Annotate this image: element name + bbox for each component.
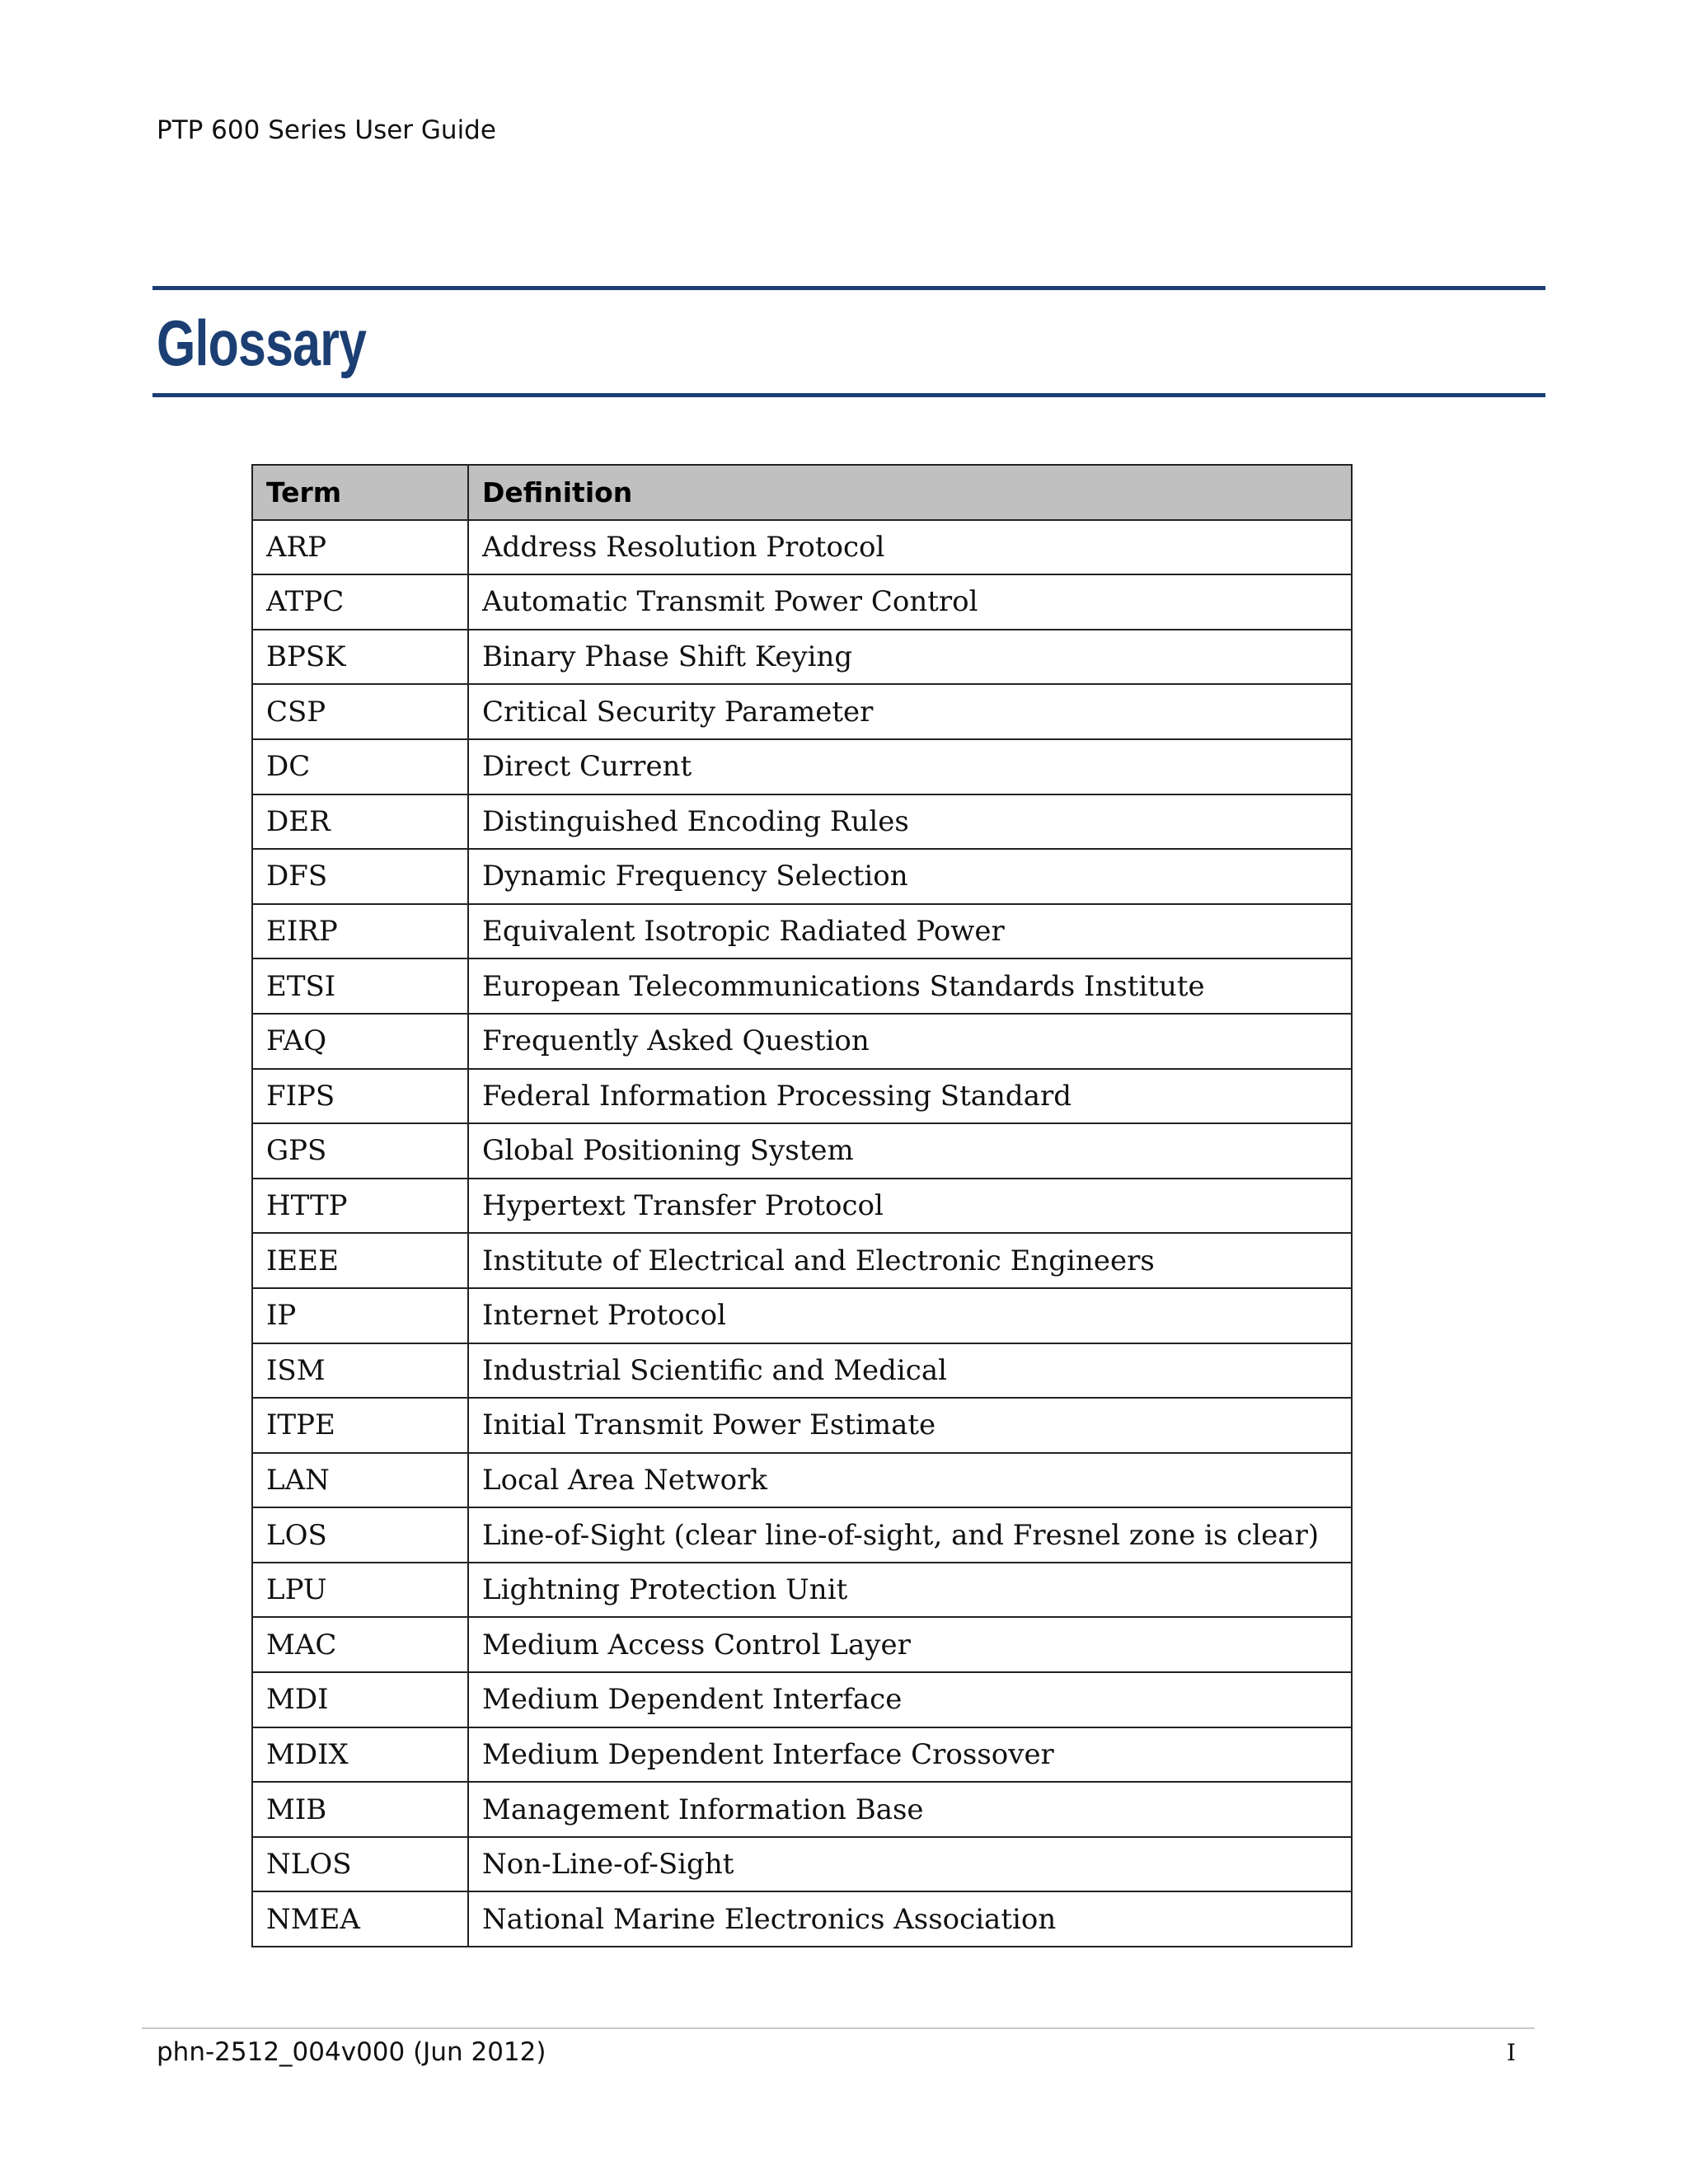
table-row [252,1672,1352,1727]
term-cell: DC [252,739,468,794]
definition-cell: Direct Current [468,739,1352,794]
glossary-table [251,464,1353,1947]
page-number: I [1507,2039,1517,2066]
table-row [252,1453,1352,1508]
definition-cell: Local Area Network [468,1453,1352,1508]
term-cell: EIRP [252,904,468,959]
definition-cell: Lightning Protection Unit [468,1563,1352,1618]
definition-cell: Medium Dependent Interface [468,1672,1352,1727]
definition-cell: Non-Line-of-Sight [468,1837,1352,1892]
definition-cell: Frequently Asked Question [468,1014,1352,1069]
term-cell: ATPC [252,574,468,630]
table-row [252,794,1352,850]
term-cell: FIPS [252,1069,468,1124]
term-cell: ARP [252,520,468,575]
table-row [252,1398,1352,1453]
table-row [252,1507,1352,1563]
term-cell: NLOS [252,1837,468,1892]
table-row [252,630,1352,685]
term-cell: HTTP [252,1179,468,1234]
term-cell: ISM [252,1343,468,1399]
table-row [252,1123,1352,1179]
definition-cell: Management Information Base [468,1782,1352,1837]
definition-cell: Medium Dependent Interface Crossover [468,1727,1352,1783]
definition-cell: Binary Phase Shift Keying [468,630,1352,685]
document-id: phn-2512_004v000 (Jun 2012) [157,2037,546,2067]
table-row [252,1179,1352,1234]
table-header-row [252,465,1352,520]
definition-cell: Critical Security Parameter [468,684,1352,739]
definition-cell: Hypertext Transfer Protocol [468,1179,1352,1234]
term-cell: CSP [252,684,468,739]
term-cell: LAN [252,1453,468,1508]
term-cell: DFS [252,849,468,904]
table-row [252,1069,1352,1124]
term-cell: FAQ [252,1014,468,1069]
term-cell: GPS [252,1123,468,1179]
table-row [252,1343,1352,1399]
term-cell: DER [252,794,468,850]
table-row [252,1727,1352,1783]
table-row [252,849,1352,904]
definition-cell: Global Positioning System [468,1123,1352,1179]
definition-cell: Industrial Scientific and Medical [468,1343,1352,1399]
definition-cell: Distinguished Encoding Rules [468,794,1352,850]
term-cell: NMEA [252,1891,468,1947]
term-cell: LOS [252,1507,468,1563]
definition-cell: Internet Protocol [468,1288,1352,1343]
table-row [252,739,1352,794]
table-row [252,958,1352,1014]
page-title: Glossary [157,307,367,379]
table-row [252,1288,1352,1343]
term-cell: ITPE [252,1398,468,1453]
table-row [252,1233,1352,1288]
table-row [252,520,1352,575]
definition-cell: Line-of-Sight (clear line-of-sight, and Fresnel zone is clear) [468,1507,1352,1563]
table-row [252,684,1352,739]
definition-cell: Equivalent Isotropic Radiated Power [468,904,1352,959]
definition-cell: European Telecommunications Standards Institute [468,958,1352,1014]
table-row [252,1891,1352,1947]
title-top-rule [152,286,1545,290]
definition-cell: Federal Information Processing Standard [468,1069,1352,1124]
term-cell: MAC [252,1617,468,1672]
table-row [252,574,1352,630]
term-cell: BPSK [252,630,468,685]
table-row [252,1563,1352,1618]
table-row [252,1014,1352,1069]
term-cell: IEEE [252,1233,468,1288]
table-row [252,1837,1352,1892]
definition-cell: Automatic Transmit Power Control [468,574,1352,630]
definition-cell: Medium Access Control Layer [468,1617,1352,1672]
table-row [252,904,1352,959]
definition-cell: Dynamic Frequency Selection [468,849,1352,904]
table-row [252,1617,1352,1672]
column-header-definition: Definition [468,465,1352,520]
term-cell: LPU [252,1563,468,1618]
term-cell: MDI [252,1672,468,1727]
term-cell: MIB [252,1782,468,1837]
term-cell: IP [252,1288,468,1343]
column-header-term: Term [252,465,468,520]
table-row [252,1782,1352,1837]
term-cell: MDIX [252,1727,468,1783]
title-bottom-rule [152,393,1545,397]
definition-cell: Address Resolution Protocol [468,520,1352,575]
footer-rule [142,2027,1535,2029]
definition-cell: National Marine Electronics Association [468,1891,1352,1947]
definition-cell: Institute of Electrical and Electronic Engineers [468,1233,1352,1288]
definition-cell: Initial Transmit Power Estimate [468,1398,1352,1453]
term-cell: ETSI [252,958,468,1014]
running-header: PTP 600 Series User Guide [157,115,496,145]
